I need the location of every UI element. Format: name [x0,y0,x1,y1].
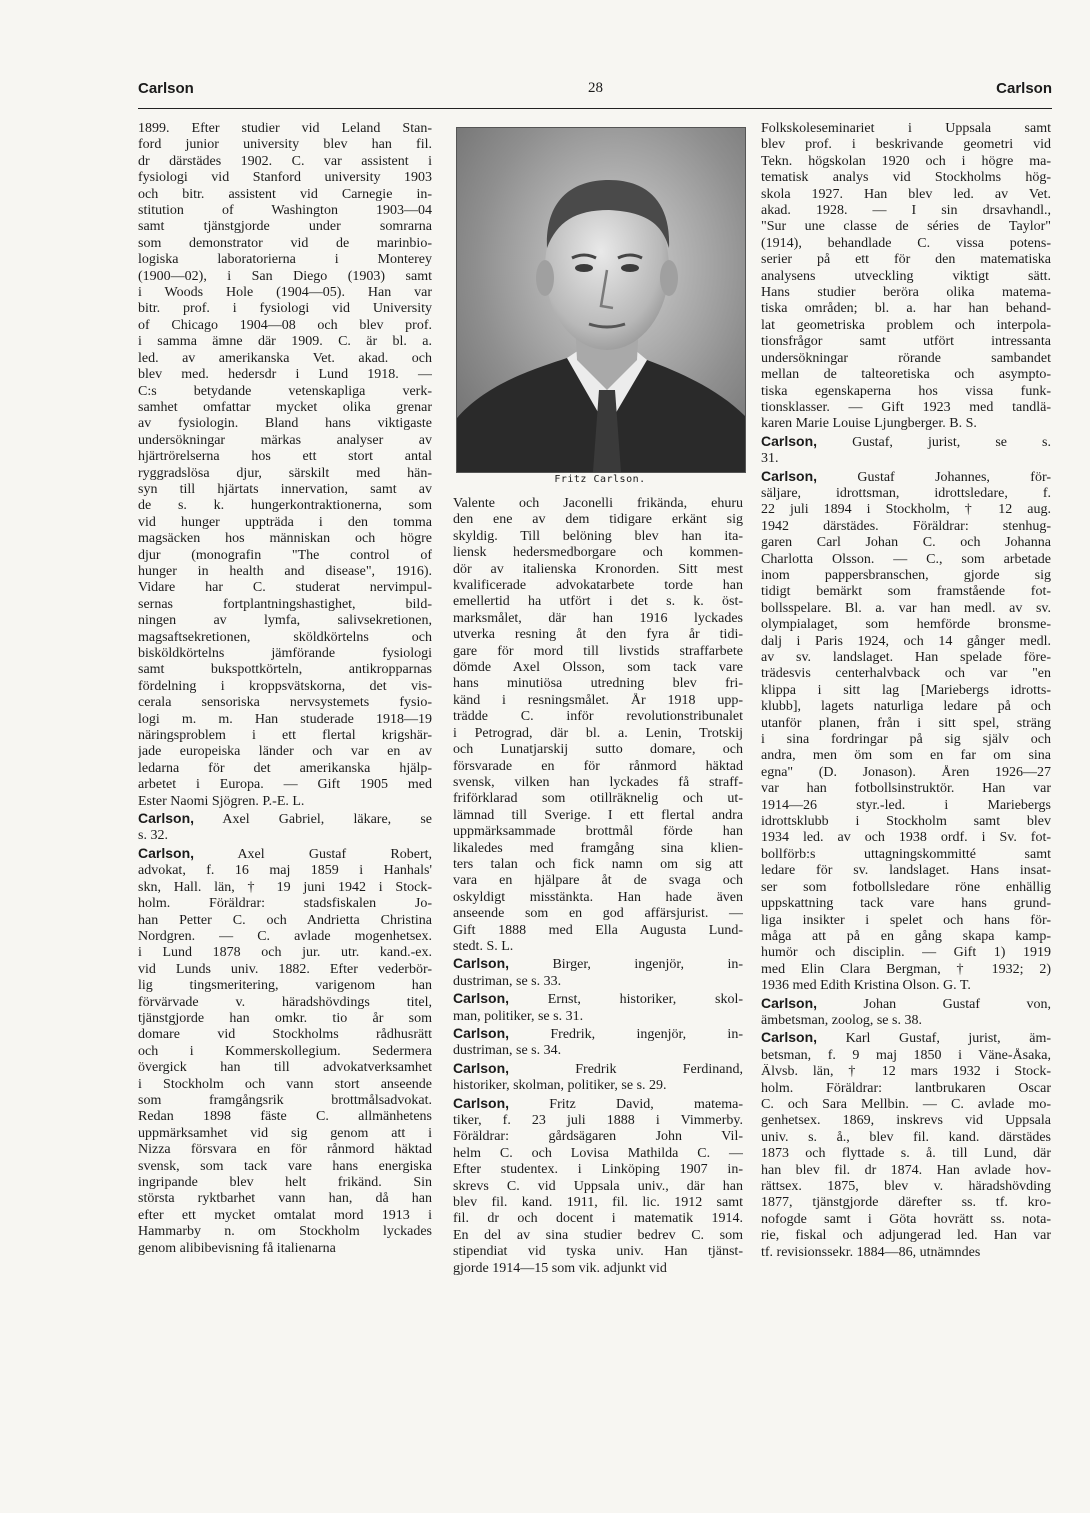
text-line: efter ett mycket omtalat mord 1913 i [138,1207,432,1223]
text-line: bollförb:s uttagningskommitté samt [761,846,1051,862]
text-line: Ester Naomi Sjögren. P.-E. L. [138,793,305,809]
text-line: skn, Hall. län, † 19 juni 1942 i Stock- [138,879,432,895]
text-line: blev med. hedersdr i Lund 1918. — [138,367,432,383]
text-line: arbetet i Europa. — Gift 1905 med [138,777,432,793]
text-line: of Chicago 1904—08 och blev prof. [138,317,432,333]
text-line: sernas fortplantningshastighet, bild- [138,596,432,612]
text-line: hunger in health and disease", 1916). [138,563,432,579]
text-line: serier på ett för den matematiska [761,252,1051,268]
header-left-word: Carlson [138,80,194,97]
text-line: han blev fil. dr 1874. Han avlade hov- [761,1162,1051,1178]
text-line: skrevs C. vid Uppsala univ., där han [453,1178,743,1194]
text-line: advokat, f. 16 maj 1859 i Hanhals' [138,863,432,879]
text-line: som framgångsrik brottmålsadvokat. [138,1092,432,1108]
text-line: ser som fotbollsledare röne enhällig [761,879,1051,895]
text-line: anseende som en god affärsjurist. — [453,906,743,922]
entry-headword: Carlson, [453,955,510,972]
text-line: i Petrograd, där bl. a. Lenin, Trotskij [453,725,743,741]
text-line: magsäcken hos människan och högre [138,531,432,547]
text-line: nofogde samt i Göta hovrätt ss. nota- [761,1211,1051,1227]
text-line: s. 32. [138,828,168,844]
text-line: tjänstgjorde han omkr. tio år som [138,1010,432,1026]
text-line: Carlson, Birger, ingenjör, in- [453,955,743,973]
text-line: samhet omfattar mycket olika grenar [138,399,432,415]
text-line: Carlson, Axel Gabriel, läkare, se [138,810,432,828]
text-line: 31. [761,451,779,467]
text-line: betsman, f. 9 maj 1850 i Väne-Åsaka, [761,1047,1051,1063]
text-line: 1934 led. av och 1938 ordf. i Sv. fot- [761,830,1051,846]
text-line: Föräldrar: gårdsägaren John Vil- [453,1129,743,1145]
text-line: djur (monografin "The control of [138,547,432,563]
text-line: Gift 1888 med Ella Augusta Lund- [453,922,743,938]
text-line: akad. 1928. — I sin drsavhandl., [761,203,1051,219]
text-line: 1877, tjänstgjorde därefter ss. tf. kro- [761,1195,1051,1211]
text-line: fördelning i kroppsvätskorna, det vis- [138,678,432,694]
text-line: tiska egenskaperna hos vissa funk- [761,383,1051,399]
text-line: Carlson, Karl Gustaf, jurist, äm- [761,1029,1051,1047]
text-line: skyldig. Till belöning blev han ita- [453,528,743,544]
text-line: han Petter C. och Andrietta Christina [138,912,432,928]
text-line: stipendiat vid tyska univ. Han tjänst- [453,1244,743,1260]
entry-headword: Carlson, [453,1059,510,1076]
text-line: dömde Axel Olsson, som tack vare [453,660,743,676]
text-line: (1914), behandlade C. vissa potens- [761,235,1051,251]
text-line: Carlson, Axel Gustaf Robert, [138,844,432,862]
text-line: lat geometriska problem och interpola- [761,317,1051,333]
text-line: 1936 med Edith Kristina Olson. G. T. [761,978,971,994]
text-line: gjorde 1914—15 som vik. adjunkt vid [453,1260,667,1276]
text-line: Folkskoleseminariet i Uppsala samt [761,121,1051,136]
text-line: var han fotbollsinstruktör. Han var [761,781,1051,797]
text-line: Carlson, Fritz David, matema- [453,1094,743,1112]
text-line: dustriman, se s. 34. [453,1043,562,1059]
entry-headword: Carlson, [138,844,195,861]
text-line: liga insikter i spelet och hans för- [761,912,1051,928]
entry-headword: Carlson, [761,467,818,484]
text-line: förvärvade v. häradshövdings titel, [138,994,432,1010]
text-line: ledare för sv. landslaget. Hans insat- [761,863,1051,879]
text-line: 1942 därstädes. Föräldrar: stenhug- [761,518,1051,534]
text-line: hans minutiösa utredning blev fri- [453,676,743,692]
entry-headword: Carlson, [453,1094,510,1111]
text-line: samt bukspottkörteln, antikropparnas [138,662,432,678]
text-line: Hans studier beröra olika matema- [761,285,1051,301]
text-line: känd i resningsmålet. År 1918 upp- [453,692,743,708]
text-line: "Sur une classe de séries de Taylor" [761,219,1051,235]
photo-caption: Fritz Carlson. [554,474,646,485]
text-line: man, politiker, se s. 31. [453,1008,584,1024]
text-line: hjärtrörelserna hos ett stort antal [138,449,432,465]
text-line: samt tjänstgjorde under somrarna [138,219,432,235]
text-line: lämnad till Sverige. I ett flertal andra [453,807,743,823]
text-line: säljare, idrottsman, idrottsledare, f. [761,485,1051,501]
text-line: kvalificerade advokatarbete torde han [453,578,743,594]
header-rule [138,108,1052,109]
text-line: Carlson, Johan Gustaf von, [761,994,1051,1012]
text-line: (1900—02), i San Diego (1903) samt [138,268,432,284]
text-line: Carlson, Ernst, historiker, skol- [453,990,743,1008]
text-line: ingripande blev helt frikänd. Sin [138,1175,432,1190]
running-header [138,80,1052,104]
portrait-photo [456,127,746,473]
text-line: tidigt bemärkt som framstående fot- [761,584,1051,600]
text-line: idrottsklubb i Stockholm samt blev [761,814,1051,830]
text-line: logi m. m. Han studerade 1918—19 [138,711,432,727]
text-line: och Lunatjarskij sutto domare, och [453,742,743,758]
text-line: ryggradslösa djur, särskilt med hän- [138,465,432,481]
text-line: stedt. S. L. [453,938,514,954]
portrait-illustration [457,128,745,472]
text-line: ningen av lymfa, salivsekretionen, [138,613,432,629]
text-line: genom alibibevisning få italienarna [138,1240,336,1256]
text-line: undersökningar märkas analyser av [138,432,432,448]
text-line: logiska laboratorierna i Monterey [138,252,432,268]
text-line: ford junior university blev han fil. [138,137,432,153]
text-line: i Lund 1878 och jur. utr. kand.-ex. [138,945,432,961]
text-line: univ. s. å., blev fil. kand. därstädes [761,1129,1051,1145]
text-line: bitr. prof. i fysiologi vid University [138,301,432,317]
text-line: tiker, f. 23 juli 1888 i Vimmerby. [453,1113,743,1129]
text-column-middle [453,496,743,1277]
text-line: uppskattning tack vare hans grund- [761,896,1051,912]
text-line: En del av sina studier bedrev C. som [453,1227,743,1243]
text-line: i Stockholm och vann stort anseende [138,1076,432,1092]
text-line: av sv. landslaget. Han spelade före- [761,650,1051,665]
text-line: Redan 1898 fäste C. allmänhetens [138,1109,432,1125]
text-line: emellertid ha utfört i det s. k. öst- [453,594,743,610]
text-column-right [761,121,1051,1261]
text-line: 1873 och flyttade s. å. till Lund, där [761,1146,1051,1162]
text-line: i samma ämne där 1909. C. är bl. a. [138,334,432,350]
text-line: utverka resning åt den fyra år tidi- [453,627,743,643]
text-line: Valente och Jaconelli frikända, ehuru [453,496,743,511]
text-line: egna" (D. Jonason). Åren 1926—27 [761,764,1051,780]
text-line: mellan de talteoretiska och asympto- [761,367,1051,383]
text-line: dör av italienska Kronorden. Sitt mest [453,561,743,577]
text-line: vara en hjälpare åt de svaga och [453,873,743,889]
text-line: lig tingsmeritering, varigenom han [138,978,432,994]
text-line: andra, men öm som en far om sina [761,748,1051,764]
entry-headword: Carlson, [453,990,510,1007]
text-line: oskyldigt misstänkta. Han hade även [453,889,743,905]
text-line: Carlson, Gustaf Johannes, för- [761,467,1051,485]
text-line: som demonstrator vid de marinbio- [138,235,432,251]
text-line: syn till hjärtats innervation, samt av [138,481,432,497]
text-line: inom pappersbranschen, gjorde sig [761,567,1051,583]
text-line: C. och Sara Mellbin. — C. avlade mo- [761,1096,1051,1112]
text-line: marksmålet, där han 1916 lyckades [453,610,743,626]
text-line: led. av amerikanska Vet. akad. och [138,350,432,366]
text-line: Tekn. högskolan 1920 och i högre ma- [761,153,1051,169]
text-line: Charlotta Olsson. — C., som arbetade [761,551,1051,567]
text-line: 22 juli 1894 i Stockholm, † 12 aug. [761,502,1051,518]
text-line: fil. dr och docent i matematik 1914. [453,1211,743,1227]
text-line: dustriman, se s. 33. [453,973,562,989]
text-line: och i Kommerskollegium. Sedermera [138,1043,432,1059]
text-line: rättsex. 1875, blev v. häradshövding [761,1179,1051,1194]
text-line: cerala sensoriska nervsystemets fysio- [138,695,432,711]
text-line: vid hunger uppträda i den tomma [138,514,432,530]
text-line: bisköldkörtelns jämförande fysiologi [138,646,432,661]
text-line: den ene av dem tidigare erkänt sig [453,512,743,528]
text-line: Älvsb. län, † 12 mars 1932 i Stock- [761,1064,1051,1080]
text-line: C:s betydande vetenskapliga verk- [138,383,432,399]
entry-headword: Carlson, [761,432,818,449]
text-line: och bitr. assistent vid Carnegie in- [138,186,432,202]
text-line: övergick han till advokatverksamhet [138,1060,432,1076]
text-line: dalj i Paris 1924, och 14 gånger medl. [761,633,1051,649]
text-line: genhetsex. 1869, inskrevs vid Uppsala [761,1113,1051,1129]
text-line: tionsfrågor samt utfört intressanta [761,334,1051,350]
text-line: 1914—26 styr.-led. i Mariebergs [761,797,1051,813]
text-line: trädde C. inför revolutionstribunalet [453,709,743,725]
text-line: näringsproblem i ett flertal krigshär- [138,728,432,744]
text-line: friförklarad som otillräknelig och ut- [453,791,743,807]
text-line: gare för mord till livstids straffarbete [453,643,743,659]
entry-headword: Carlson, [453,1025,510,1041]
text-line: blev fil. kand. 1911, fil. lic. 1912 samt [453,1195,743,1211]
text-line: holm. Föräldrar: stadsfiskalen Jo- [138,896,432,912]
text-line: ters talan och fick namn om sig att [453,856,743,872]
text-line: Hammarby n. om Stockholm lyckades [138,1224,432,1240]
text-line: Nordgren. — C. avlade mogenhetsex. [138,928,432,944]
entry-headword: Carlson, [138,810,195,827]
text-line: skola 1927. Han blev led. av Vet. [761,186,1051,202]
text-line: försvarade en för rånmord häktad [453,758,743,774]
text-line: i sina fordringar på sig själv och [761,732,1051,748]
text-line: humör och disciplin. — Gift 1) 1919 [761,945,1051,961]
text-line: svensk, som tack vare hans energiska [138,1158,432,1174]
text-line: vid Lunds univ. 1882. Efter vederbör- [138,961,432,977]
text-line: liensk hedersmedborgare och kommen- [453,545,743,561]
text-line: tiska områden; bl. a. har han behand- [761,301,1051,317]
text-line: i Woods Hole (1904—05). Han var [138,285,432,301]
text-column-left [138,121,432,1257]
text-line: uppmärksammade brottmål förde han [453,824,743,840]
entry-headword: Carlson, [761,994,818,1011]
text-line: största ryktbarhet vann han, då han [138,1191,432,1207]
text-line: tf. revisionssekr. 1884—86, utnämndes [761,1244,981,1260]
text-line: holm. Föräldrar: lantbrukaren Oscar [761,1080,1051,1096]
header-right-word: Carlson [996,80,1052,97]
text-line: klippa i sitt lag [Mariebergs idrotts- [761,682,1051,698]
text-line: med Elin Clara Bergman, † 1932; 2) [761,961,1051,977]
text-line: Nizza försvara en för rånmord häktad [138,1142,432,1158]
text-line: Vidare har C. studerat nervimpul- [138,580,432,596]
text-line: jade europeiska länder och var en av [138,744,432,760]
text-line: Efter studentex. i Linköping 1907 in- [453,1162,743,1178]
page-number: 28 [588,80,603,96]
text-line: tionsklasser. — Gift 1923 med tandlä- [761,399,1051,415]
text-line: blev prof. i beskrivande geometri vid [761,137,1051,153]
text-line: helm C. och Lovisa Mathilda C. — [453,1145,743,1161]
text-line: dr därstädes 1902. C. var assistent i [138,153,432,169]
text-line: trädesvis centerhalvback och var "en [761,666,1051,682]
text-line: likaledes med framgång sina klien- [453,840,743,856]
text-line: ledarna för det amerikanska hjälp- [138,760,432,776]
text-line: klubb], lagets naturliga ledare på och [761,699,1051,715]
text-line: magsaftsekretionen, sköldkörtelns och [138,629,432,645]
text-line: rie, fiskal och adjungerad led. Han var [761,1228,1051,1244]
text-line: utanför planen, från i sitt spel, sträng [761,715,1051,731]
text-line: bollsspelare. Bl. a. var han medl. av sv. [761,600,1051,616]
text-line: uppmärksamhet vid sig genom att i [138,1125,432,1141]
text-line: 1899. Efter studier vid Leland Stan- [138,121,432,136]
text-line: garen Carl Johan C. och Johanna [761,535,1051,551]
text-line: historiker, skolman, politiker, se s. 29. [453,1078,667,1094]
text-line: olympialaget, som hemförde bronsme- [761,617,1051,633]
text-line: de s. k. hungerkontraktionerna, som [138,498,432,514]
text-line: Carlson, Fredrik, ingenjör, in- [453,1025,743,1042]
text-line: tematisk analys vid Stockholms hög- [761,170,1051,186]
text-line: av fysiologin. Bland hans viktigaste [138,416,432,432]
text-line: stitution of Washington 1903—04 [138,203,432,219]
entry-headword: Carlson, [761,1029,818,1046]
text-line: Carlson, Gustaf, jurist, se s. [761,432,1051,450]
text-line: undersökningar rörande sambandet [761,350,1051,366]
text-line: domare vid Stockholms rådhusrätt [138,1027,432,1043]
text-line: karen Marie Louise Ljungberger. B. S. [761,416,977,432]
text-line: Carlson, Fredrik Ferdinand, [453,1059,743,1077]
text-line: analysens utveckling viktigt sätt. [761,268,1051,284]
text-line: ämbetsman, zoolog, se s. 38. [761,1012,922,1028]
text-line: svensk, vilken han lyckades få straff- [453,774,743,790]
text-line: fysiologi vid Stanford university 1903 [138,170,432,186]
text-line: måga att på en gång skapa kamp- [761,928,1051,944]
